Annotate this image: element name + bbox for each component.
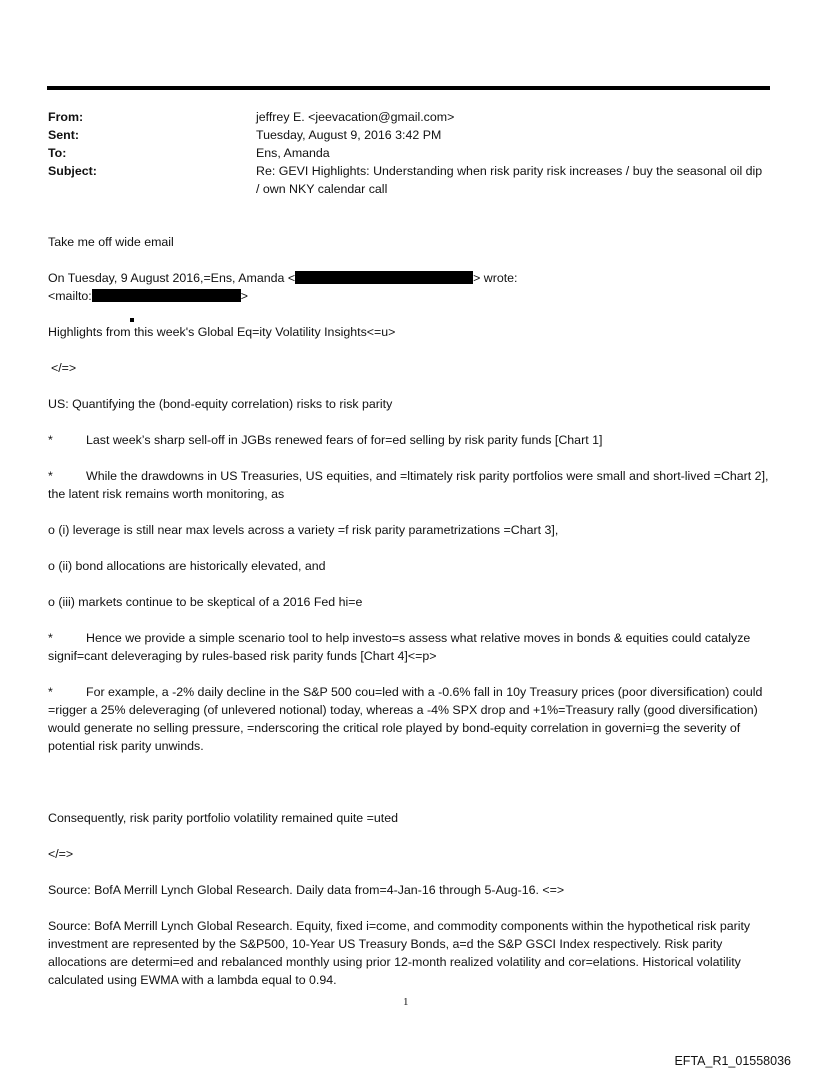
subject-row <box>48 162 768 198</box>
attribution-text: On Tuesday, 9 August 2016,=Ens, Amanda < <box>48 271 296 285</box>
redaction-block <box>295 271 473 284</box>
subject-label: Subject: <box>48 164 97 178</box>
header-rule <box>47 86 770 90</box>
to-row <box>48 144 768 162</box>
sub-item: o (iii) markets continue to be skeptical of a 2016 Fed hi=e <box>48 595 363 609</box>
email-header <box>48 108 768 198</box>
redaction-block <box>92 289 241 302</box>
quoted-attribution <box>48 269 770 287</box>
sent-value: Tuesday, August 9, 2016 3:42 PM <box>256 128 442 142</box>
bullet-item-wrapped <box>48 683 770 755</box>
source-note: Source: BofA Merrill Lynch Global Research. Equity, fixed i=come, and commodity components within the hypothetical risk parity investment are represented by the S&P500, 10-Year US Treasury Bonds, a=d the S&P GSCI Index respectively. Risk parity allocations are determi=ed and rebalanced monthly using prior 12-month realized volatility and cor=elations. Historical volatility calculated using EWMA with a lambda equal to 0.94. <box>48 919 751 987</box>
sent-row <box>48 126 768 144</box>
attribution-wrote: > wrote: <box>473 271 518 285</box>
sub-item: o (i) leverage is still near max levels across a variety =f risk parity parametrizations =Chart 3], <box>48 523 559 537</box>
mailto-close: > <box>240 289 248 303</box>
subject-value: Re: GEVI Highlights: Understanding when risk parity risk increases / buy the seasonal oil dip / own NKY calendar call <box>256 164 763 196</box>
email-body <box>48 233 770 989</box>
artifact-line: </=> <box>51 361 77 375</box>
bullet-item <box>48 431 770 449</box>
bullet-star: * <box>48 685 53 699</box>
reply-line: Take me off wide email <box>48 235 174 249</box>
bullet-text: Hence we provide a simple scenario tool to help investo=s assess what relative moves in bonds & equities could catalyze signif=cant deleveraging by rules-based risk parity funds [Chart 4]<=p> <box>48 631 751 663</box>
from-value: jeffrey E. <jeevacation@gmail.com> <box>256 110 455 124</box>
bullet-star: * <box>48 469 53 483</box>
bullet-item-wrapped <box>48 467 770 503</box>
source-note: Source: BofA Merrill Lynch Global Research. Daily data from=4-Jan-16 through 5-Aug-16. <=> <box>48 883 565 897</box>
mailto-text: <mailto: <box>48 289 92 303</box>
highlights-heading: Highlights from this week's Global Eq=ity Volatility Insights<=u> <box>48 325 396 339</box>
to-label: To: <box>48 146 67 160</box>
sub-item: o (ii) bond allocations are historically elevated, and <box>48 559 326 573</box>
bullet-text: While the drawdowns in US Treasuries, US equities, and =ltimately risk parity portfolios were small and short-lived =Chart 2], the latent risk remains worth monitoring, as <box>48 469 769 501</box>
page-number: 1 <box>403 996 409 1008</box>
to-value: Ens, Amanda <box>256 146 330 160</box>
bates-number: EFTA_R1_01558036 <box>674 1054 791 1068</box>
artifact-line: </=> <box>48 847 74 861</box>
from-label: From: <box>48 110 84 124</box>
bullet-star: * <box>48 433 53 447</box>
bullet-star: * <box>48 631 53 645</box>
paragraph: Consequently, risk parity portfolio volatility remained quite =uted <box>48 811 398 825</box>
bullet-text: Last week’s sharp sell-off in JGBs renewed fears of for=ed selling by risk parity funds [Chart 1] <box>86 433 603 447</box>
from-row <box>48 108 768 126</box>
bullet-text: For example, a -2% daily decline in the S&P 500 cou=led with a -0.6% fall in 10y Treasury prices (poor diversification) could =rigger a 25% deleveraging (of unlevered notional) today, whereas a -4% SPX drop and +1%=Treasury rally (good diversification) would generate no selling pressure, =nderscoring the critical role played by bond-equity correlation in governi=g the severity of potential risk parity unwinds. <box>48 685 763 753</box>
bullet-item-wrapped <box>48 629 770 665</box>
mailto-line <box>48 287 770 305</box>
sent-label: Sent: <box>48 128 79 142</box>
section-heading: US: Quantifying the (bond-equity correlation) risks to risk parity <box>48 397 393 411</box>
